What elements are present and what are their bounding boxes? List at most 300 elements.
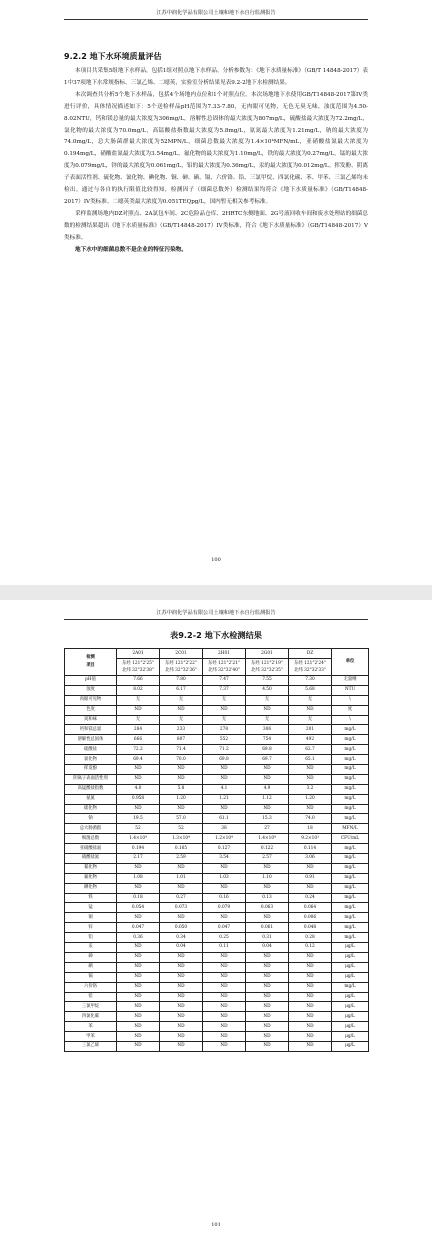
value-cell: ND <box>160 863 203 873</box>
value-cell: ND <box>160 1012 203 1022</box>
unit-cell: mg/L <box>332 863 369 873</box>
value-cell: ND <box>203 1002 246 1012</box>
parameter-cell: 铁 <box>65 893 117 903</box>
unit-header: 单位 <box>332 649 369 676</box>
value-cell: ND <box>246 952 289 962</box>
table-row <box>65 883 369 893</box>
table-row <box>65 804 369 814</box>
unit-cell: μg/L <box>332 1032 369 1042</box>
table-row <box>65 814 369 824</box>
value-cell: 0.194 <box>117 844 160 854</box>
value-cell: ND <box>289 1032 332 1042</box>
unit-cell: mg/L <box>332 765 369 775</box>
value-cell: ND <box>117 863 160 873</box>
value-cell: ND <box>203 1022 246 1032</box>
value-cell: ND <box>203 765 246 775</box>
value-cell: 1.12 <box>246 794 289 804</box>
column-coordinates: 东经 121°2'22" 北纬 32°32'36" <box>160 659 203 676</box>
value-cell: 7.66 <box>117 676 160 686</box>
value-cell: ND <box>246 774 289 784</box>
groundwater-results-table <box>64 648 369 1052</box>
table-row <box>65 962 369 972</box>
header-rule <box>64 19 368 20</box>
value-cell: 306 <box>246 725 289 735</box>
value-cell: ND <box>117 1032 160 1042</box>
value-cell: ND <box>246 1012 289 1022</box>
value-cell: 0.28 <box>289 933 332 943</box>
unit-cell: 度 <box>332 705 369 715</box>
value-cell: ND <box>246 705 289 715</box>
value-cell: 15.3 <box>246 814 289 824</box>
value-cell: ND <box>203 1032 246 1042</box>
unit-cell: mg/L <box>332 774 369 784</box>
parameter-cell: 挥发酚 <box>65 765 117 775</box>
value-cell: ND <box>160 705 203 715</box>
value-cell: ND <box>289 705 332 715</box>
value-cell: 0.127 <box>203 844 246 854</box>
parameter-cell: 高锰酸盐指数 <box>65 784 117 794</box>
value-cell: ND <box>160 982 203 992</box>
parameter-cell: 四氯化碳 <box>65 1012 117 1022</box>
value-cell: 1.10 <box>246 873 289 883</box>
value-cell: 0.006 <box>289 913 332 923</box>
value-cell: 2.59 <box>160 854 203 864</box>
parameter-cell: 溶解性总固体 <box>65 735 117 745</box>
value-cell: ND <box>289 952 332 962</box>
value-cell: 201 <box>289 725 332 735</box>
value-cell: ND <box>160 992 203 1002</box>
unit-cell: \ <box>332 695 369 705</box>
unit-cell: NTU <box>332 685 369 695</box>
unit-cell: μg/L <box>332 1012 369 1022</box>
table-row <box>65 972 369 982</box>
value-cell: ND <box>246 1032 289 1042</box>
value-cell: 70.0 <box>160 755 203 765</box>
table-row <box>65 903 369 913</box>
value-cell: ND <box>289 992 332 1002</box>
unit-cell: μg/L <box>332 1002 369 1012</box>
parameter-cell: 镉 <box>65 972 117 982</box>
value-cell: 552 <box>203 735 246 745</box>
unit-cell: mg/L <box>332 745 369 755</box>
value-cell: 65.1 <box>289 755 332 765</box>
unit-cell: mg/L <box>332 913 369 923</box>
unit-cell: mg/L <box>332 725 369 735</box>
paragraph-results: 本次调查共分析5个地下水样品，包括4个场地内点位和1个对照点位。本次场地地下水使用GB/T14848-2017第IV类进行评价，具体情况描述如下：5个送检样品pH范围为7.33-7.80，无肉眼可见物，无色无臭无味，浊度范围为4.50-8.02NTU，钙和镁总量的最大浓度为306mg/L，溶解性总固体的最大浓度为807mg/L，硫酸盐最大浓度为72.2mg/L，氯化物的最大浓度为70.0mg/L，高锰酸盐指数最大浓度为5.8mg/L，氨氮最大浓度为1.21mg/L，钠的最大浓度为74.0mg/L，总大肠菌群最大浓度为52MPN/L，细菌总数最大浓度为1.4×10⁴MFN/mL，亚硝酸盐氮最大浓度为0.194mg/L，硝酸盐氮最大浓度为3.54mg/L，氟化物的最大浓度为1.10mg/L，铁的最大浓度为0.27mg/L，锰的最大浓度为0.079mg/L，锌的最大浓度为0.061mg/L，铝的最大浓度为0.36mg/L，汞的最大浓度为0.012mg/L。挥发酚、阴离子表面活性剂、硫化物、氰化物、碘化物、铜、砷、硒、镉、六价铬、铅、三氯甲烷、四氯化碳、苯、甲苯、三氯乙烯均未检出。通过与各自的执行限值比较得知，检测因子（细菌总数外）检测结果均符合《地下水质量标准》（GB/T14848-2017）IV类标准。二噁英类最大浓度为0.051TEQpg/L，国内暂无相关参考标准。 <box>64 91 368 205</box>
value-cell: ND <box>246 982 289 992</box>
value-cell: ND <box>289 774 332 784</box>
value-cell: ND <box>117 1022 160 1032</box>
unit-cell: mg/L <box>332 735 369 745</box>
value-cell: 1.4×10⁴ <box>246 834 289 844</box>
value-cell: ND <box>289 962 332 972</box>
page-number: 101 <box>211 1222 221 1228</box>
parameter-cell: 硝酸盐氮 <box>65 854 117 864</box>
value-cell: 8.02 <box>117 685 160 695</box>
value-cell: ND <box>246 1041 289 1051</box>
value-cell: 71.4 <box>160 745 203 755</box>
column-name: 2H01 <box>203 649 246 659</box>
unit-cell: mg/L <box>332 933 369 943</box>
value-cell: 69.8 <box>203 755 246 765</box>
parameter-cell: 氯化物 <box>65 755 117 765</box>
value-cell: 7.80 <box>160 676 203 686</box>
value-cell: ND <box>203 962 246 972</box>
value-cell: 1.3×10⁴ <box>160 834 203 844</box>
value-cell: ND <box>289 863 332 873</box>
value-cell: 1.21 <box>203 794 246 804</box>
parameter-cell: 硫酸盐 <box>65 745 117 755</box>
value-cell: ND <box>160 952 203 962</box>
value-cell: 38 <box>203 824 246 834</box>
table-row <box>65 824 369 834</box>
value-cell: ND <box>203 705 246 715</box>
value-cell: ND <box>160 1002 203 1012</box>
value-cell: 2.17 <box>117 854 160 864</box>
table-row <box>65 1022 369 1032</box>
value-cell: 278 <box>203 725 246 735</box>
value-cell: ND <box>160 972 203 982</box>
value-cell: ND <box>160 804 203 814</box>
value-cell: ND <box>117 952 160 962</box>
paragraph-scope: 本项目共采集5组地下水样品，包括1组对照点地下水样品。分析参数为：《地下水质量标准》（GB/T 14848-2017）表1中37项地下水常规指标、三氯乙烯、二噁英，实验室分析结果见表9.2-2地下水检测结果。 <box>64 68 368 86</box>
parameter-cell: 氟化物 <box>65 873 117 883</box>
unit-cell: mg/L <box>332 982 369 992</box>
value-cell: 0.13 <box>246 893 289 903</box>
value-cell: ND <box>289 1002 332 1012</box>
parameter-cell: 铅 <box>65 992 117 1002</box>
table-row <box>65 725 369 735</box>
unit-cell: mg/L <box>332 883 369 893</box>
unit-cell: mg/L <box>332 893 369 903</box>
parameter-cell: 六价铬 <box>65 982 117 992</box>
parameter-cell: 碘化物 <box>65 883 117 893</box>
value-cell: ND <box>117 765 160 775</box>
value-cell: 0.31 <box>246 933 289 943</box>
table-row <box>65 745 369 755</box>
parameter-cell: 铝 <box>65 933 117 943</box>
table-row <box>65 1002 369 1012</box>
value-cell: 18 <box>289 824 332 834</box>
parameter-cell: 锰 <box>65 903 117 913</box>
value-cell: ND <box>289 1041 332 1051</box>
value-cell: ND <box>117 705 160 715</box>
value-cell: 1.08 <box>117 873 160 883</box>
value-cell: 0.165 <box>160 844 203 854</box>
value-cell: 0.11 <box>203 943 246 953</box>
unit-cell: μg/L <box>332 1041 369 1051</box>
table-row <box>65 992 369 1002</box>
value-cell: 1.20 <box>160 794 203 804</box>
value-cell: ND <box>117 1012 160 1022</box>
parameter-cell: 硒 <box>65 962 117 972</box>
parameter-cell: 浊度 <box>65 685 117 695</box>
value-cell: 无 <box>289 695 332 705</box>
value-cell: 1.20 <box>289 794 332 804</box>
parameter-cell: 氰化物 <box>65 863 117 873</box>
parameter-cell: 钙和镁总量 <box>65 725 117 735</box>
value-cell: ND <box>117 982 160 992</box>
table-row <box>65 834 369 844</box>
value-cell: 无 <box>203 715 246 725</box>
value-cell: 3.2 <box>289 784 332 794</box>
parameter-cell: 铜 <box>65 913 117 923</box>
unit-cell: mg/L <box>332 923 369 933</box>
value-cell: 无 <box>246 695 289 705</box>
table-row <box>65 685 369 695</box>
value-cell: 71.2 <box>203 745 246 755</box>
parameter-cell: 三氯甲烷 <box>65 1002 117 1012</box>
column-name: 2G01 <box>246 649 289 659</box>
unit-cell: mg/L <box>332 804 369 814</box>
value-cell: 0.12 <box>289 943 332 953</box>
value-cell: ND <box>203 992 246 1002</box>
unit-cell: mg/L <box>332 873 369 883</box>
table-row <box>65 952 369 962</box>
value-cell: 0.04 <box>160 943 203 953</box>
value-cell: 无 <box>160 715 203 725</box>
parameter-cell: 硫化物 <box>65 804 117 814</box>
table-row <box>65 755 369 765</box>
value-cell: ND <box>117 1041 160 1051</box>
table-row <box>65 873 369 883</box>
table-row <box>65 794 369 804</box>
section-title: 9.2.2 地下水环境质量评估 <box>64 52 162 61</box>
value-cell: 0.048 <box>289 923 332 933</box>
parameter-cell: 亚硝酸盐氮 <box>65 844 117 854</box>
table-row <box>65 715 369 725</box>
value-cell: 4.1 <box>203 784 246 794</box>
table-row <box>65 893 369 903</box>
report-page-100 <box>0 0 432 585</box>
value-cell: 0.958 <box>117 794 160 804</box>
value-cell: 4.0 <box>117 784 160 794</box>
value-cell: 无 <box>289 715 332 725</box>
value-cell: ND <box>289 972 332 982</box>
table-row <box>65 1012 369 1022</box>
value-cell: ND <box>246 804 289 814</box>
value-cell: 1.03 <box>203 873 246 883</box>
value-cell: 0.24 <box>289 893 332 903</box>
column-coordinates: 东经 121°2'25" 北纬 32°32'38" <box>117 659 160 676</box>
value-cell: 5.8 <box>160 784 203 794</box>
value-cell: 0.073 <box>160 903 203 913</box>
table-row <box>65 943 369 953</box>
table-row <box>65 933 369 943</box>
table-row <box>65 735 369 745</box>
value-cell: ND <box>203 982 246 992</box>
parameter-cell: 锌 <box>65 923 117 933</box>
value-cell: ND <box>117 913 160 923</box>
table-row <box>65 1041 369 1051</box>
value-cell: ND <box>289 1012 332 1022</box>
parameter-cell: 三氯乙烯 <box>65 1041 117 1051</box>
value-cell: 0.25 <box>203 933 246 943</box>
value-cell: 1.01 <box>160 873 203 883</box>
value-cell: 1.2×10⁴ <box>203 834 246 844</box>
table-row <box>65 913 369 923</box>
value-cell: 284 <box>117 725 160 735</box>
value-cell: ND <box>203 913 246 923</box>
value-cell: ND <box>117 962 160 972</box>
value-cell: 0.04 <box>246 943 289 953</box>
parameter-cell: 汞 <box>65 943 117 953</box>
value-cell: ND <box>160 913 203 923</box>
value-cell: ND <box>203 774 246 784</box>
value-cell: ND <box>160 962 203 972</box>
unit-cell: \ <box>332 715 369 725</box>
value-cell: ND <box>289 1022 332 1032</box>
value-cell: ND <box>203 804 246 814</box>
value-cell: ND <box>117 774 160 784</box>
value-cell: 9.2×10³ <box>289 834 332 844</box>
unit-cell: mg/L <box>332 903 369 913</box>
value-cell: 0.18 <box>117 893 160 903</box>
column-name: 2C01 <box>160 649 203 659</box>
value-cell: ND <box>117 883 160 893</box>
unit-cell: μg/L <box>332 962 369 972</box>
value-cell: ND <box>246 962 289 972</box>
column-coordinates: 东经 121°2'19" 北纬 32°32'35" <box>246 659 289 676</box>
value-cell: ND <box>246 1022 289 1032</box>
value-cell: 无 <box>246 715 289 725</box>
value-cell: 62.7 <box>289 745 332 755</box>
value-cell: 无 <box>203 695 246 705</box>
value-cell: ND <box>160 1032 203 1042</box>
page-header: 江苏中润化学品有限公司土壤和地下水自行监测报告 <box>156 610 276 616</box>
table-row <box>65 854 369 864</box>
value-cell: ND <box>289 982 332 992</box>
value-cell: 0.27 <box>160 893 203 903</box>
column-name: DZ <box>289 649 332 659</box>
parameter-cell: 苯 <box>65 1022 117 1032</box>
value-cell: 57.0 <box>160 814 203 824</box>
value-cell: 0.36 <box>117 933 160 943</box>
parameter-cell: 总大肠菌群 <box>65 824 117 834</box>
table-row <box>65 863 369 873</box>
value-cell: 7.55 <box>246 676 289 686</box>
parameter-cell: 细菌总数 <box>65 834 117 844</box>
value-cell: ND <box>203 972 246 982</box>
value-cell: 0.050 <box>160 923 203 933</box>
table-row <box>65 1032 369 1042</box>
unit-cell: μg/L <box>332 1022 369 1032</box>
value-cell: ND <box>117 1002 160 1012</box>
value-cell: 233 <box>160 725 203 735</box>
table-row <box>65 923 369 933</box>
value-cell: 7.47 <box>203 676 246 686</box>
unit-cell: MFN/L <box>332 824 369 834</box>
table-row <box>65 982 369 992</box>
value-cell: ND <box>117 804 160 814</box>
value-cell: 3.54 <box>203 854 246 864</box>
value-cell: 0.047 <box>117 923 160 933</box>
table-row <box>65 695 369 705</box>
parameter-cell: 阴离子表面活性剂 <box>65 774 117 784</box>
unit-cell: μg/L <box>332 943 369 953</box>
unit-cell: mg/L <box>332 844 369 854</box>
value-cell: ND <box>246 863 289 873</box>
value-cell: ND <box>117 992 160 1002</box>
header-rule <box>64 619 368 620</box>
value-cell: 无 <box>117 695 160 705</box>
page-number: 100 <box>211 557 221 563</box>
unit-cell: CFU/mL <box>332 834 369 844</box>
value-cell: 52 <box>117 824 160 834</box>
corner-header: 检测 项目 <box>65 649 117 676</box>
value-cell: 69.8 <box>246 745 289 755</box>
body-text <box>64 51 368 257</box>
value-cell: 0.063 <box>246 903 289 913</box>
value-cell: 0.91 <box>289 873 332 883</box>
value-cell: ND <box>246 1002 289 1012</box>
value-cell: ND <box>203 883 246 893</box>
value-cell: ND <box>117 943 160 953</box>
value-cell: 无 <box>160 695 203 705</box>
unit-cell: μg/L <box>332 992 369 1002</box>
table-row <box>65 774 369 784</box>
unit-cell: mg/L <box>332 794 369 804</box>
value-cell: 492 <box>289 735 332 745</box>
value-cell: 19.5 <box>117 814 160 824</box>
bold-note: 地下水中的细菌总数不是企业的特征污染物。 <box>75 246 187 253</box>
value-cell: 0.079 <box>203 903 246 913</box>
value-cell: ND <box>160 1041 203 1051</box>
value-cell: 74.0 <box>289 814 332 824</box>
value-cell: ND <box>246 913 289 923</box>
unit-cell: mg/L <box>332 814 369 824</box>
parameter-cell: 砷 <box>65 952 117 962</box>
value-cell: 61.1 <box>203 814 246 824</box>
value-cell: 6.17 <box>160 685 203 695</box>
unit-cell: μg/L <box>332 952 369 962</box>
parameter-cell: pH值 <box>65 676 117 686</box>
page-header: 江苏中润化学品有限公司土壤和地下水自行监测报告 <box>156 10 276 16</box>
value-cell: ND <box>246 992 289 1002</box>
value-cell: ND <box>117 972 160 982</box>
parameter-cell: 肉眼可见物 <box>65 695 117 705</box>
value-cell: 27 <box>246 824 289 834</box>
value-cell: 0.047 <box>203 923 246 933</box>
value-cell: ND <box>160 774 203 784</box>
value-cell: 807 <box>160 735 203 745</box>
table-row <box>65 676 369 686</box>
value-cell: 0.054 <box>117 903 160 913</box>
table-row <box>65 844 369 854</box>
parameter-cell: 色度 <box>65 705 117 715</box>
unit-cell: mg/L <box>332 784 369 794</box>
value-cell: 4.9 <box>246 784 289 794</box>
parameter-cell: 甲苯 <box>65 1032 117 1042</box>
value-cell: 7.37 <box>203 685 246 695</box>
value-cell: ND <box>289 804 332 814</box>
parameter-cell: 钠 <box>65 814 117 824</box>
value-cell: 4.50 <box>246 685 289 695</box>
value-cell: ND <box>203 952 246 962</box>
value-cell: 3.06 <box>289 854 332 864</box>
value-cell: ND <box>160 883 203 893</box>
value-cell: ND <box>203 863 246 873</box>
value-cell: 0.114 <box>289 844 332 854</box>
value-cell: ND <box>160 765 203 775</box>
column-coordinates: 东经 121°2'24" 北纬 32°32'33" <box>289 659 332 676</box>
table-row <box>65 705 369 715</box>
value-cell: 0.061 <box>246 923 289 933</box>
value-cell: 69.7 <box>246 755 289 765</box>
parameter-cell: 氨氮 <box>65 794 117 804</box>
value-cell: 7.30 <box>289 676 332 686</box>
value-cell: 5.68 <box>289 685 332 695</box>
